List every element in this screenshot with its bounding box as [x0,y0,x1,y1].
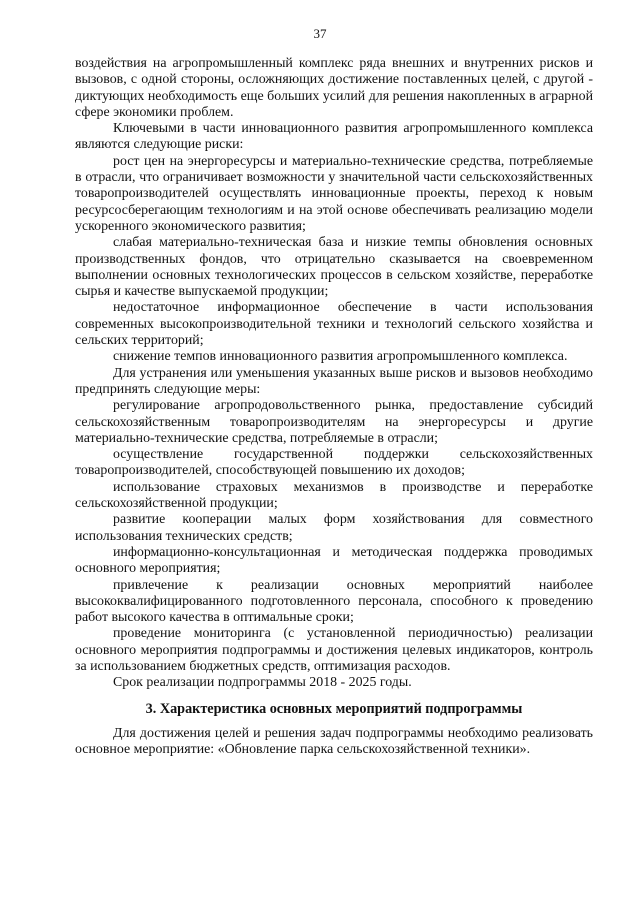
paragraph-program-term: Срок реализации подпрограммы 2018 - 2025 годы. [113,675,412,691]
paragraph-measure-market-regulation: регулирование агропродовольственного рынка, предоставление субсидий сельскохозяйственным товаропроизводителям на энергоресурсы и другие материально-технические средства, потребляемые в отрасли; [75,398,593,446]
paragraph-risks-intro: Ключевыми в части инновационного развития агропромышленного комплекса являются следующие риски: [75,121,593,153]
paragraph-measure-personnel: привлечение к реализации основных мероприятий наиболее высококвалифицированного подготовленного персонала, способного к проведению работ высокого качества в оптимальные сроки; [75,577,593,626]
paragraph-measure-monitoring: проведение мониторинга (с установленной периодичностью) реализации основного мероприятия подпрограммы и достижения целевых индикаторов, контроль за использованием бюджетных средств, оптимизация расходов. [75,626,593,674]
paragraph-risk-innovation-slowdown: снижение темпов инновационного развития агропромышленного комплекса. [113,349,568,365]
paragraph-measures-intro: Для устранения или уменьшения указанных выше рисков и вызовов необходимо предпринять следующие меры: [75,365,593,397]
paragraph-measure-cooperation: развитие кооперации малых форм хозяйствования для совместного использования технических средств; [75,512,593,544]
section-heading: 3. Характеристика основных мероприятий подпрограммы [145,700,523,717]
paragraph-measure-state-support: осуществление государственной поддержки сельскохозяйственных товаропроизводителей, способствующей повышению их доходов; [75,447,593,479]
paragraph-risk-weak-base: слабая материально-техническая база и низкие темпы обновления основных производственных фондов, что отрицательно сказывается на своевременном выполнении основных технологических процессов в сельском хозяйстве, переработке сырья и качестве выпускаемой продукции; [75,235,593,300]
page-number: 37 [313,26,327,41]
paragraph-measure-consulting: информационно-консультационная и методическая поддержка проводимых основного мероприятия; [75,544,593,577]
document-body [75,56,593,758]
paragraph-main-activity: Для достижения целей и решения задач подпрограммы необходимо реализовать основное мероприятие: «Обновление парка сельскохозяйственной техники». [75,725,593,757]
paragraph-continuation: воздействия на агропромышленный комплекс ряда внешних и внутренних рисков и вызовов, с одной стороны, осложняющих достижение поставленных целей, с другой - диктующих необходимость еще больших усилий для решения накопленных в аграрной сфере экономики проблем. [75,56,593,120]
paragraph-risk-energy-prices: рост цен на энергоресурсы и материально-технические средства, потребляемые в отрасли, что ограничивает возможности у значительной части сельскохозяйственных товаропроизводителей осуществлять инновационные проекты, переход к новым ресурсосберегающим технологиям и на этой основе обеспечивать реализацию модели ускоренного экономического развития; [75,153,593,234]
paragraph-risk-information: недостаточное информационное обеспечение в части использования современных высокопроизводительной техники и технологий сельского хозяйства и сельских территорий; [75,300,593,349]
paragraph-measure-insurance: использование страховых механизмов в производстве и переработке сельскохозяйственной продукции; [75,479,593,512]
